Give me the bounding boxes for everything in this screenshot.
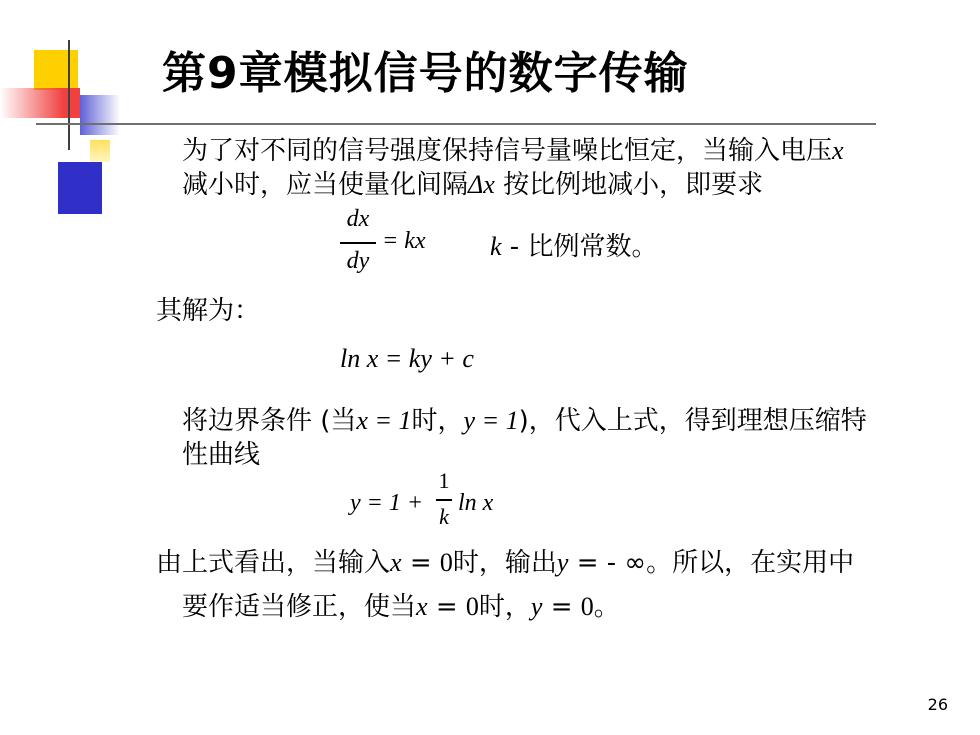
equation-3 (350, 468, 650, 538)
eq1-rhs: = kx (382, 228, 426, 254)
para2-line1-c: )，代入上式，得到理想压缩特 (518, 406, 867, 436)
para1-line1-text: 为了对不同的信号强度保持信号量噪比恒定，当输入电压 (182, 136, 833, 166)
decor-yellow-square (34, 50, 78, 90)
para3-line2-c: 时， (478, 592, 531, 622)
para2-eq-y1: y = 1 (463, 406, 519, 435)
para1-line1 (182, 134, 844, 168)
para2-line1 (182, 404, 867, 438)
para3-line2-d: = (542, 592, 581, 622)
para3-line1-b: = (401, 548, 440, 578)
para2-line1-b: 时， (411, 406, 464, 436)
eq1-fraction-bar (340, 242, 376, 244)
eq3-rhs: ln x (458, 490, 494, 516)
equation-1 (340, 206, 740, 286)
eq1-denominator: dy (346, 248, 370, 274)
para3-line2-var-x: x (416, 592, 428, 621)
para3-line1-d: = - ∞。所以，在实用中 (568, 548, 855, 578)
decor-blue-square (58, 162, 102, 214)
para3-var-y: y (556, 548, 569, 577)
para2-line1-a: 将边界条件 (当 (182, 406, 357, 436)
para3-line2-zero2: 0 (580, 592, 594, 621)
para3-line2-b: = (427, 592, 466, 622)
decor-yellow-small (90, 140, 110, 162)
eq3-fraction (434, 468, 454, 536)
decor-blue-gradient-bar (80, 95, 120, 135)
eq3-fraction-bar (436, 499, 452, 501)
para3-line2-zero1: 0 (465, 592, 479, 621)
var-delta-x: Δx (468, 170, 495, 199)
para1-line2-text-a: 减小时，应当使量化间隔 (182, 170, 469, 200)
var-x: x (832, 136, 844, 165)
para3-var-x: x (390, 548, 402, 577)
eq1-k-description (490, 226, 657, 263)
eq1-fraction (340, 206, 376, 282)
eq3-denominator: k (439, 504, 449, 529)
para3-line1-c: 时，输出 (452, 548, 557, 578)
para3-line1-a: 由上式看出，当输入 (156, 548, 391, 578)
slide-title: 第9章模拟信号的数字传输 (162, 48, 689, 99)
para3-line1 (156, 546, 854, 580)
para1-line2 (182, 168, 763, 202)
para3-zero: 0 (439, 548, 453, 577)
page-number: 26 (927, 695, 948, 714)
equation-2: ln x = ky + c (340, 344, 474, 373)
para1-line2-text-b: 按比例地减小，即要求 (494, 170, 764, 200)
eq3-numerator: 1 (438, 468, 450, 493)
para3-line2-e: 。 (593, 592, 620, 622)
var-k: k (490, 232, 502, 261)
decor-vertical-line (68, 40, 70, 150)
para3-line2-var-y: y (530, 592, 543, 621)
para3-line2-a: 要作适当修正，使当 (182, 592, 417, 622)
para2-line2: 性曲线 (182, 440, 261, 470)
eq1-numerator: dx (346, 206, 370, 232)
eq3-lhs: y = 1 + (350, 490, 424, 516)
decor-horizontal-line (36, 123, 876, 125)
para2-eq-x1: x = 1 (356, 406, 412, 435)
para3-line2 (182, 590, 620, 624)
k-description: - 比例常数。 (501, 232, 658, 262)
solution-label: 其解为： (156, 296, 261, 326)
